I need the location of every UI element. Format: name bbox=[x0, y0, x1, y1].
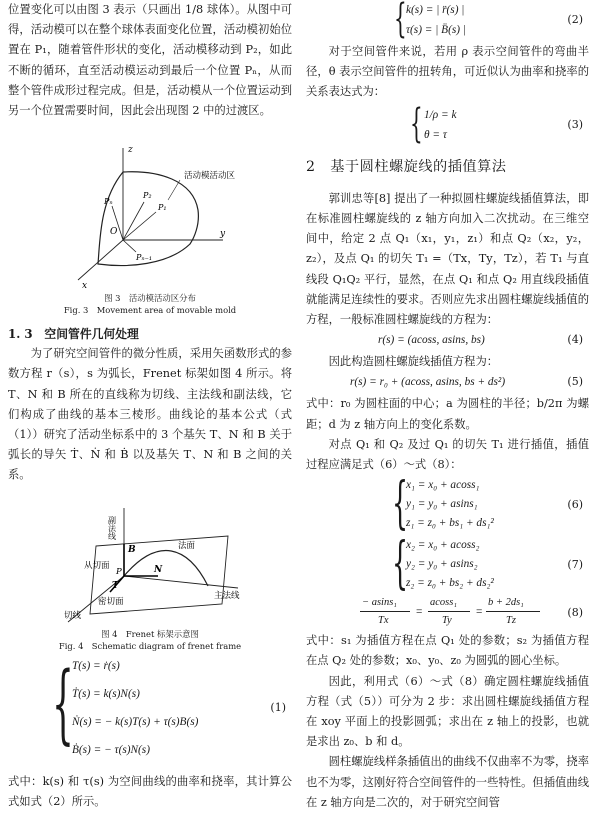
paragraph-curvature: 式中：k(s) 和 τ(s) 为空间曲线的曲率和挠率，其计算公式如式（2）所示。 bbox=[8, 775, 292, 809]
fig3-caption-en: Fig. 3 Movement area of movable mold bbox=[63, 305, 237, 315]
eq1-line1: T(s) = ṙ(s) bbox=[72, 660, 120, 673]
paragraph-radius: 对于空间管件来说，若用 ρ 表示空间管件的弯曲半径，θ 表示空间管件的扭转角，可近似认为曲率和挠率的关系表达式为： bbox=[306, 45, 589, 99]
eq6-line2: y₁ = y₀ + asins₁ bbox=[406, 498, 478, 511]
paragraph-params: 式中：r₀ 为圆柱面的中心；a 为圆柱的半径；b/2π 为螺距；d 为 z 轴方向上的变化系数。 bbox=[306, 397, 589, 431]
eq8-frac2-num: acoss₁ bbox=[430, 597, 457, 609]
equation-1 bbox=[8, 652, 292, 772]
principal-normal-line bbox=[124, 576, 238, 588]
eq8-frac3-den: Tz bbox=[506, 615, 516, 627]
equation-3 bbox=[306, 100, 589, 149]
fig4-diagram bbox=[8, 506, 292, 628]
eq6-number: (6) bbox=[567, 498, 583, 512]
eq2-brace: { bbox=[394, 0, 407, 42]
fig4-n-label: N bbox=[154, 565, 163, 576]
eq5-number: (5) bbox=[567, 375, 583, 389]
eq4-text: r(s) = (acoss, asins, bs) bbox=[378, 334, 485, 347]
eq1-line3: Ṅ(s) = − k(s)T(s) + τ(s)B(s) bbox=[72, 716, 199, 729]
equation-4 bbox=[306, 330, 589, 352]
eq4-number: (4) bbox=[567, 333, 583, 347]
eq2-line1: k(s) = | r̈(s) | bbox=[406, 4, 465, 16]
fig4-b-label: B bbox=[128, 545, 136, 556]
vector-p1 bbox=[123, 212, 156, 240]
fig3-pn-label: Pₙ bbox=[104, 197, 113, 206]
eq6-line1: x₁ = x₀ + acoss₁ bbox=[406, 479, 480, 492]
eq7-brace: { bbox=[392, 531, 409, 597]
vector-p2 bbox=[123, 202, 144, 240]
fig3-p2-label: P₂ bbox=[143, 191, 152, 200]
eq7-number: (7) bbox=[567, 558, 583, 572]
paragraph-two-steps: 因此，利用式（6）～式（8）确定圆柱螺旋线插值方程（式（5））可分为 2 步：求出圆柱螺旋线插值方程在 xoy 平面上的投影圆弧；求出在 z 轴上的投影，也就是求出 z₀、b 和 d。 bbox=[306, 674, 589, 749]
paragraph-helix: 郭训忠等[8] 提出了一种拟圆柱螺旋线插值算法，即在标准圆柱螺旋线的 z 轴方向加入二次扰动。在三维空间中，给定 2 点 Q₁（x₁，y₁，z₁）和点 Q₂（x₂，y₂，z₂），及点 Q₁ 的切矢 T₁ =（Tx，Ty，Tz），若 T₁ 与直线段 Q₁Q₂ 平行，显然，在点 Q₁ 和点 Q₂ 用直线段插值就能满足连续性的要求。否则应先求出圆柱螺旋线插值的方程，一般标准圆柱螺旋线的方程为： bbox=[306, 191, 589, 327]
equation-7 bbox=[306, 531, 589, 597]
area-label-leader bbox=[168, 180, 180, 200]
eq6-brace: { bbox=[392, 471, 409, 537]
fig4-t-label: T bbox=[112, 581, 119, 592]
fig3-pn1-label: Pₙ₋₁ bbox=[136, 253, 153, 262]
equation-8 bbox=[306, 595, 589, 631]
paragraph-intro: 位置变化可以由图 3 表示（只画出 1/8 球体）。从图中可得，活动模可以在整个球体表面变化位置，活动模初始位置在 P₁，随着管件形状的变化，活动模移动到 P₂，如此不断的循环，直至活动模运动到最后一个位置 Pₙ，从而整个管件成形过程完成。但是，活动模从一个位置运动到另一个位置需要时间，因此会出现图 2 中的过渡区。 bbox=[8, 3, 292, 118]
eq8-frac3-num: b + 2ds₁ bbox=[488, 597, 524, 609]
paragraph-construct: 因此构造圆柱螺旋线插值方程为： bbox=[328, 355, 499, 369]
eq2-number: (2) bbox=[567, 13, 583, 26]
paragraph-s-params: 式中：s₁ 为插值方程在点 Q₁ 处的参数；s₂ 为插值方程在点 Q₂ 处的参数；x₀、y₀、z₀ 为圆弧的圆心坐标。 bbox=[306, 634, 589, 668]
x-axis bbox=[78, 240, 123, 280]
fig4-p-label: P bbox=[116, 567, 122, 578]
fig4-caption-en: Fig. 4 Schematic diagram of frenet frame bbox=[58, 641, 242, 652]
fig3-y-label: y bbox=[220, 229, 226, 239]
eq3-line2: θ = τ bbox=[424, 128, 447, 141]
paragraph-interp: 对点 Q₁ 和 Q₂ 及过 Q₁ 的切矢 T₁ 进行插值，插值过程应满足式（6）～式（8）： bbox=[306, 437, 589, 472]
fig3-area-label: 活动模活动区 bbox=[184, 171, 236, 181]
fig4-rect-plane-label: 密切面 bbox=[98, 597, 124, 608]
fig3-origin-label: O bbox=[110, 227, 118, 237]
eq7-line2: y₂ = y₀ + asins₂ bbox=[406, 558, 478, 571]
fig3-z-label: z bbox=[128, 145, 133, 155]
eq8-frac1-num: − asins₁ bbox=[362, 597, 397, 609]
eq1-line4: Ḃ(s) = − τ(s)N(s) bbox=[72, 744, 150, 757]
right-column bbox=[306, 0, 589, 813]
fig4-osc-plane-label: 从切面 bbox=[84, 561, 110, 572]
fig3-diagram bbox=[8, 140, 292, 292]
eq8-frac2-den: Ty bbox=[442, 615, 452, 627]
figure-4 bbox=[8, 506, 292, 628]
left-column bbox=[8, 0, 292, 813]
section-heading-1-3: 1. 3 空间管件几何处理 bbox=[8, 327, 139, 341]
eq5-text: r(s) = r₀ + (acoss, asins, bs + ds²) bbox=[350, 376, 506, 389]
eq8-eq-b: = bbox=[476, 606, 483, 619]
paragraph-spline: 圆柱螺旋线样条插值出的曲线不仅曲率不为零，挠率也不为零，这刚好符合空间管件的一些特性。但插值曲线在 z 轴方向是二次的，对于研究空间管 bbox=[306, 755, 589, 809]
fig3-p1-label: P₁ bbox=[158, 203, 167, 212]
fig3-caption-cn: 图 3 活动模活动区分布 bbox=[104, 293, 196, 303]
fig4-binormal-label: 副法线 bbox=[107, 516, 117, 541]
eq3-brace: { bbox=[410, 100, 423, 147]
eq8-eq-a: = bbox=[416, 606, 423, 619]
fig4-tangent-label: 切线 bbox=[64, 611, 82, 622]
equation-2 bbox=[306, 0, 589, 42]
eq7-line3: z₂ = z₀ + bs₂ + ds₂² bbox=[406, 577, 494, 590]
fig4-normal-plane-label: 法面 bbox=[178, 541, 196, 552]
eq2-line2: τ(s) = | B̈(s) | bbox=[406, 24, 466, 36]
equation-6 bbox=[306, 471, 589, 537]
eq3-number: (3) bbox=[567, 117, 583, 131]
eq8-number: (8) bbox=[567, 606, 583, 620]
paragraph-frenet: 为了研究空间管件的微分性质，采用矢函数形式的参数方程 r（s），s 为弧长，Frenet 标架如图 4 所示。将 T、N 和 B 所在的直线称为切线、主法线和副法线，它们构成了曲线的基本三棱形。曲线论的基本公式（式（1））研究了活动坐标系中的 3 个基矢 T、N 和 B 关于弧长的导矢 Ṫ、Ṅ 和 Ḃ 以及基矢 T、N 和 B 之间的关系。 bbox=[8, 347, 292, 482]
fig3-x-label: x bbox=[82, 281, 88, 291]
eq1-line2: Ṫ(s) = k(s)N(s) bbox=[72, 688, 140, 701]
eq1-brace: { bbox=[52, 654, 74, 755]
eq8-frac1-den: Tx bbox=[378, 615, 389, 627]
equation-5 bbox=[306, 372, 589, 394]
section-heading-2: 2 基于圆柱螺旋线的插值算法 bbox=[306, 158, 507, 175]
eq6-line3: z₁ = z₀ + bs₁ + ds₁² bbox=[406, 517, 494, 530]
fig4-caption-cn: 图 4 Frenet 标架示意图 bbox=[101, 629, 199, 640]
figure-3 bbox=[8, 140, 292, 292]
eq7-line1: x₂ = x₀ + acoss₂ bbox=[406, 539, 480, 552]
vector-pn1 bbox=[123, 240, 136, 252]
eq1-number: (1) bbox=[270, 701, 286, 715]
eq3-line1: 1/ρ = k bbox=[424, 108, 457, 121]
fig4-principal-label: 主法线 bbox=[214, 591, 240, 602]
